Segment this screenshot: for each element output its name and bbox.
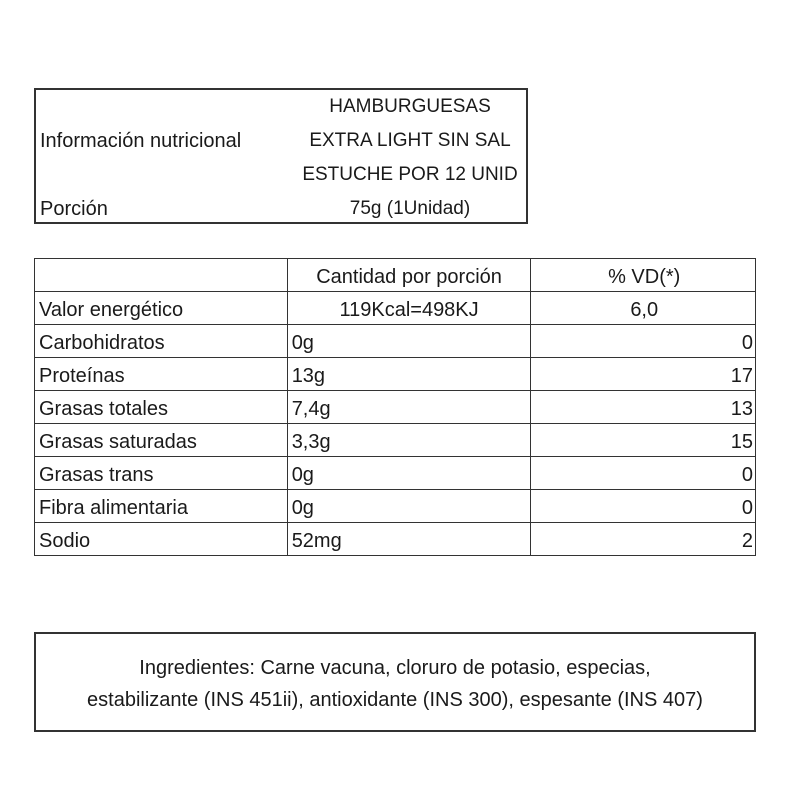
header-vd: % VD(*) <box>531 259 756 292</box>
portion-value: 75g (1Unidad) <box>349 198 471 219</box>
nutrition-table <box>34 258 756 556</box>
product-name-line-2: EXTRA LIGHT SIN SAL <box>309 130 511 151</box>
row-vd: 15 <box>531 424 756 457</box>
product-name-line-3: ESTUCHE POR 12 UNID <box>302 164 518 185</box>
row-name: Proteínas <box>35 358 288 391</box>
row-vd: 17 <box>531 358 756 391</box>
table-header-row <box>35 259 756 292</box>
nutrition-info-label: Información nutricional <box>40 130 242 152</box>
product-header-box <box>34 88 528 224</box>
table-row <box>35 358 756 391</box>
table-row <box>35 325 756 358</box>
row-amount: 0g <box>287 457 531 490</box>
table-row <box>35 490 756 523</box>
header-amount: Cantidad por porción <box>287 259 531 292</box>
portion-label: Porción <box>40 198 108 220</box>
row-vd: 6,0 <box>531 292 756 325</box>
row-amount: 7,4g <box>287 391 531 424</box>
ingredients-line-1: Ingredientes: Carne vacuna, cloruro de potasio, especias, <box>139 657 651 679</box>
row-amount: 119Kcal=498KJ <box>287 292 531 325</box>
row-name: Sodio <box>35 523 288 556</box>
row-amount: 13g <box>287 358 531 391</box>
table-row <box>35 523 756 556</box>
row-vd: 0 <box>531 457 756 490</box>
row-amount: 0g <box>287 490 531 523</box>
row-amount: 52mg <box>287 523 531 556</box>
row-name: Grasas trans <box>35 457 288 490</box>
row-vd: 13 <box>531 391 756 424</box>
ingredients-line-2: estabilizante (INS 451ii), antioxidante (INS 300), espesante (INS 407) <box>87 689 703 711</box>
row-name: Valor energético <box>35 292 288 325</box>
table-row <box>35 457 756 490</box>
row-name: Fibra alimentaria <box>35 490 288 523</box>
row-vd: 0 <box>531 490 756 523</box>
table-row <box>35 424 756 457</box>
ingredients-box <box>34 632 756 732</box>
row-name: Grasas totales <box>35 391 288 424</box>
row-amount: 3,3g <box>287 424 531 457</box>
row-vd: 0 <box>531 325 756 358</box>
table-row <box>35 391 756 424</box>
row-amount: 0g <box>287 325 531 358</box>
row-name: Carbohidratos <box>35 325 288 358</box>
row-vd: 2 <box>531 523 756 556</box>
table-row <box>35 292 756 325</box>
header-empty <box>35 259 288 292</box>
row-name: Grasas saturadas <box>35 424 288 457</box>
product-name-line-1: HAMBURGUESAS <box>329 96 491 117</box>
